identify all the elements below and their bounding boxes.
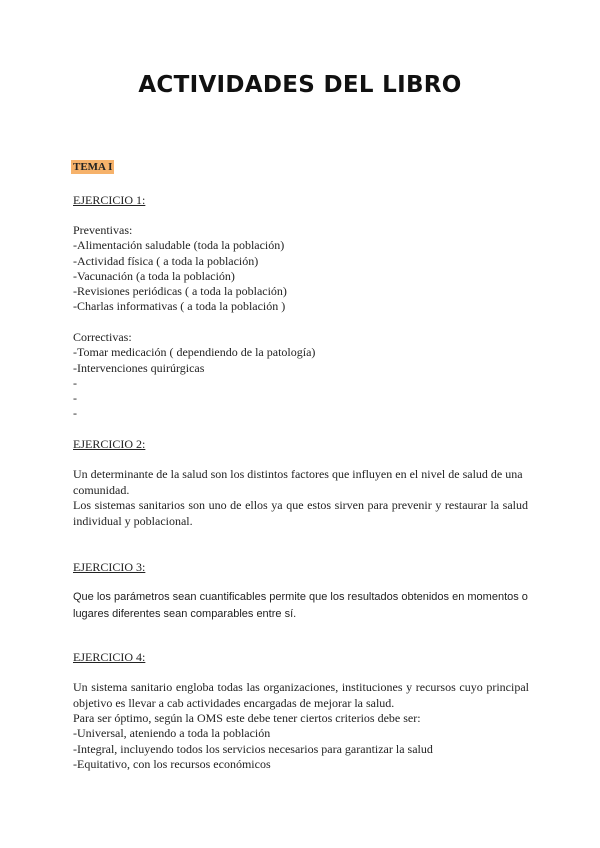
correctivas-label: Correctivas: [73, 330, 132, 344]
ejercicio-3-heading: EJERCICIO 3: [73, 560, 146, 574]
ejercicio-2-paragraph-1: Un determinante de la salud son los distintos factores que influyen en el nivel de salud de una comunidad. [73, 467, 523, 497]
ejercicio-4-criteria [73, 711, 433, 772]
list-item: - [73, 391, 77, 406]
list-item: -Charlas informativas ( a toda la población ) [73, 299, 286, 314]
list-item: -Intervenciones quirúrgicas [73, 360, 205, 375]
document-title: ACTIVIDADES DEL LIBRO [138, 72, 462, 98]
ejercicio-1-heading: EJERCICIO 1: [73, 193, 146, 207]
list-item: -Vacunación (a toda la población) [73, 268, 235, 283]
list-item: -Actividad física ( a toda la población) [73, 253, 259, 268]
correctivas-block [73, 330, 315, 422]
list-item: - [73, 406, 77, 421]
list-item: -Alimentación saludable (toda la población) [73, 238, 285, 253]
ejercicio-4-paragraph-1: Un sistema sanitario engloba todas las organizaciones, instituciones y recursos cuyo principal objetivo es llevar a cab actividades encargadas de mejorar la salud. [73, 680, 529, 710]
list-item: -Equitativo, con los recursos económicos [73, 756, 271, 771]
list-item: -Revisiones periódicas ( a toda la población) [73, 284, 287, 299]
list-item: -Tomar medicación ( dependiendo de la patología) [73, 345, 316, 360]
list-item: -Universal, ateniendo a toda la población [73, 726, 271, 741]
ejercicio-3-paragraph: Que los parámetros sean cuantificables permite que los resultados obtenidos en momentos o lugares diferentes sean comparables entre sí. [73, 591, 528, 620]
ejercicio-4-heading: EJERCICIO 4: [73, 650, 146, 664]
ejercicio-2-paragraph-2: Los sistemas sanitarios son uno de ellos ya que estos sirven para prevenir y restaurar la salud individual y poblacional. [73, 498, 528, 528]
list-item: -Integral, incluyendo todos los servicios necesarios para garantizar la salud [73, 741, 433, 756]
ejercicio-4-paragraph-2: Para ser óptimo, según la OMS este debe tener ciertos criterios debe ser: [73, 711, 421, 725]
tema-label: TEMA I [73, 161, 113, 173]
list-item: - [73, 375, 77, 390]
preventivas-label: Preventivas: [73, 223, 133, 237]
ejercicio-2-heading: EJERCICIO 2: [73, 437, 146, 451]
preventivas-block [73, 223, 287, 315]
